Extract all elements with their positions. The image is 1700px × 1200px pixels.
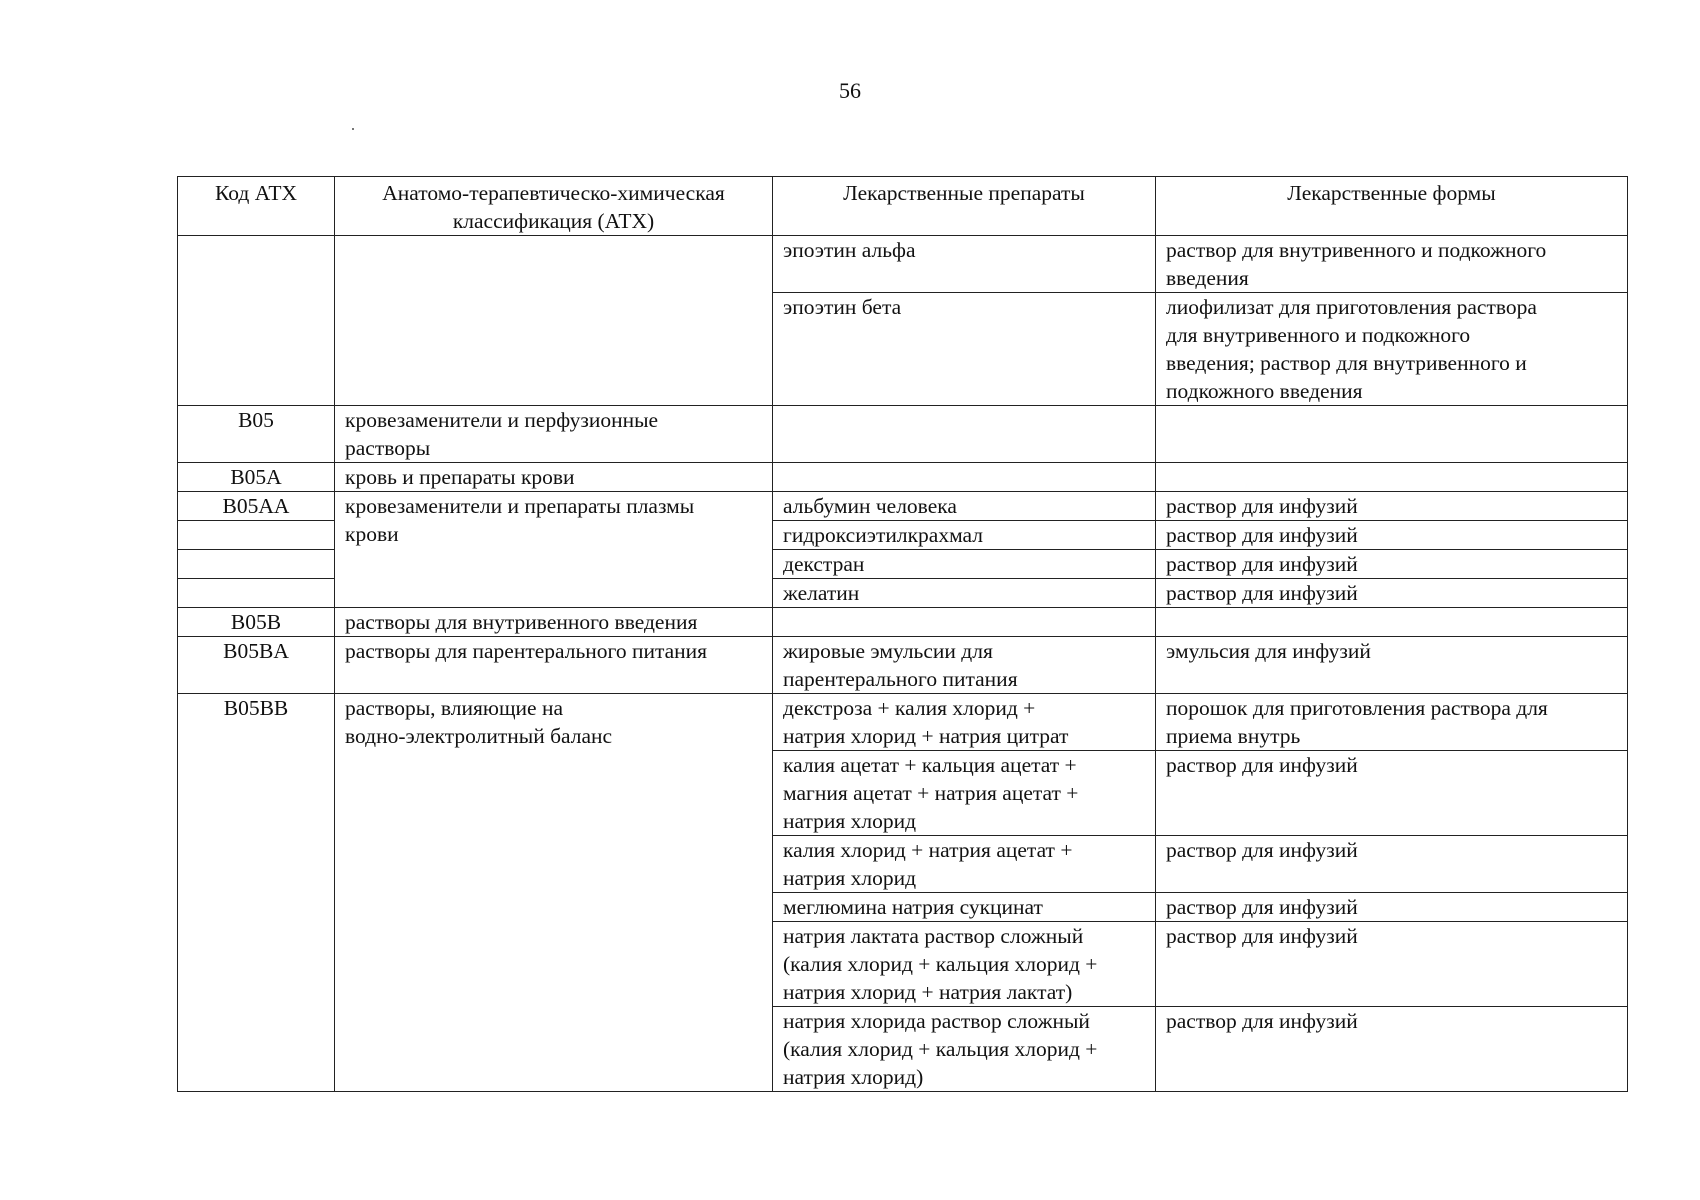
form-cell-empty: [1156, 608, 1628, 637]
table-header-row: [178, 177, 1628, 236]
drug-cell-empty: [773, 463, 1156, 492]
form-cell: раствор для инфузий: [1156, 751, 1628, 836]
drug-cell: гидроксиэтилкрахмал: [773, 521, 1156, 550]
table-row: [178, 236, 1628, 293]
code-cell-empty: [178, 579, 335, 608]
form-cell: раствор для инфузий: [1156, 922, 1628, 1007]
table-row: [178, 463, 1628, 492]
form-cell-empty: [1156, 463, 1628, 492]
table-row: [178, 637, 1628, 694]
class-cell: растворы, влияющие на водно-электролитный баланс: [335, 694, 773, 1092]
drug-cell: альбумин человека: [773, 492, 1156, 521]
scan-speck: [352, 128, 354, 130]
header-drugs: Лекарственные препараты: [773, 177, 1156, 236]
form-cell: раствор для инфузий: [1156, 893, 1628, 922]
drug-cell: эпоэтин бета: [773, 293, 1156, 406]
code-cell: B05AA: [178, 492, 335, 521]
table-row: [178, 492, 1628, 521]
code-cell: B05BA: [178, 637, 335, 694]
form-cell: лиофилизат для приготовления раствора для внутривенного и подкожного введения; раствор для внутривенного и подкожного введения: [1156, 293, 1628, 406]
drug-cell: калия хлорид + натрия ацетат + натрия хлорид: [773, 836, 1156, 893]
page-number: 56: [839, 78, 861, 103]
header-atc-code: Код АТХ: [178, 177, 335, 236]
code-cell-empty: [178, 236, 335, 406]
drug-cell: желатин: [773, 579, 1156, 608]
atc-drug-table: [177, 176, 1628, 1092]
drug-cell: эпоэтин альфа: [773, 236, 1156, 293]
drug-cell: декстроза + калия хлорид + натрия хлорид + натрия цитрат: [773, 694, 1156, 751]
drug-cell: декстран: [773, 550, 1156, 579]
table-row: [178, 608, 1628, 637]
drug-cell-empty: [773, 406, 1156, 463]
form-cell: раствор для внутривенного и подкожного введения: [1156, 236, 1628, 293]
drug-cell: калия ацетат + кальция ацетат + магния ацетат + натрия ацетат + натрия хлорид: [773, 751, 1156, 836]
code-cell: B05A: [178, 463, 335, 492]
class-cell: кровезаменители и препараты плазмы крови: [335, 492, 773, 608]
code-cell-empty: [178, 550, 335, 579]
code-cell: B05B: [178, 608, 335, 637]
drug-cell: меглюмина натрия сукцинат: [773, 893, 1156, 922]
header-atc-classification: Анатомо-терапевтическо-химическая классификация (АТХ): [335, 177, 773, 236]
form-cell: раствор для инфузий: [1156, 836, 1628, 893]
drug-cell: натрия хлорида раствор сложный (калия хлорид + кальция хлорид + натрия хлорид): [773, 1007, 1156, 1092]
form-cell: раствор для инфузий: [1156, 579, 1628, 608]
class-cell: кровь и препараты крови: [335, 463, 773, 492]
form-cell: раствор для инфузий: [1156, 550, 1628, 579]
form-cell: раствор для инфузий: [1156, 1007, 1628, 1092]
code-cell: B05: [178, 406, 335, 463]
table-row: [178, 406, 1628, 463]
drug-cell: натрия лактата раствор сложный (калия хлорид + кальция хлорид + натрия хлорид + натрия лактат): [773, 922, 1156, 1007]
header-dosage-forms: Лекарственные формы: [1156, 177, 1628, 236]
form-cell: эмульсия для инфузий: [1156, 637, 1628, 694]
drug-cell-empty: [773, 608, 1156, 637]
form-cell: порошок для приготовления раствора для приема внутрь: [1156, 694, 1628, 751]
class-cell-empty: [335, 236, 773, 406]
drug-cell: жировые эмульсии для парентерального питания: [773, 637, 1156, 694]
form-cell: раствор для инфузий: [1156, 521, 1628, 550]
code-cell-empty: [178, 521, 335, 550]
class-cell: растворы для парентерального питания: [335, 637, 773, 694]
form-cell: раствор для инфузий: [1156, 492, 1628, 521]
form-cell-empty: [1156, 406, 1628, 463]
code-cell: B05BB: [178, 694, 335, 1092]
class-cell: растворы для внутривенного введения: [335, 608, 773, 637]
class-cell: кровезаменители и перфузионные растворы: [335, 406, 773, 463]
table-row: [178, 694, 1628, 751]
